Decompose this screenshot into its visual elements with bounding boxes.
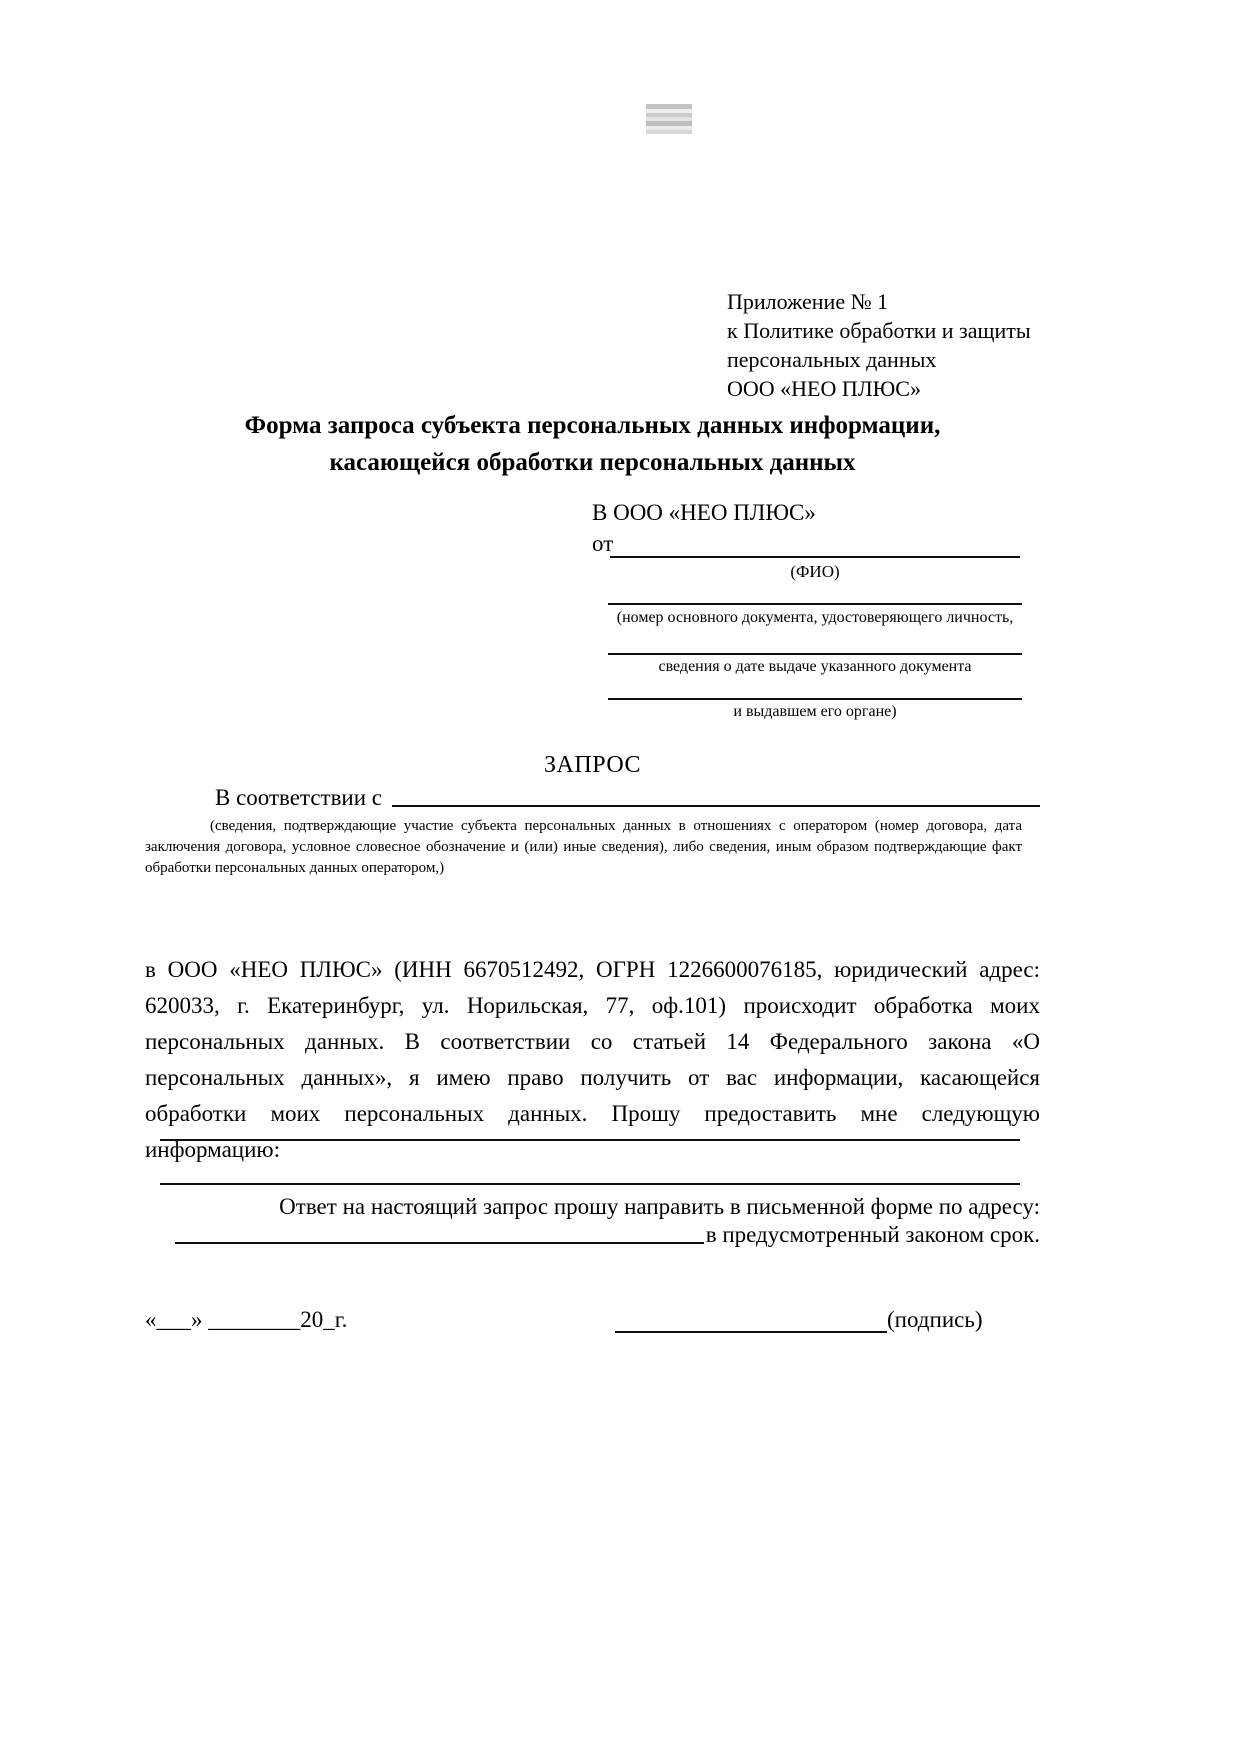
- appendix-block: [727, 287, 1057, 403]
- issuing-authority-caption: и выдавшем его органе): [733, 703, 897, 720]
- signature-block: [615, 1307, 982, 1333]
- fine-print-note: (сведения, подтверждающие участие субъекта персональных данных в отношениях с оператором (номер договора, дата заключения договора, условное словесное обозначение и (или) иные сведения), либо сведения, иным образом подтверждающие факт обработки персональных данных оператором,): [145, 818, 1022, 876]
- fio-blank-line: [610, 556, 1020, 558]
- address-blank-line: [175, 1242, 704, 1244]
- addressee-to: В ООО «НЕО ПЛЮС»: [592, 500, 816, 525]
- addressee-from-label: от: [592, 531, 614, 556]
- signature-caption: (подпись): [887, 1307, 983, 1332]
- document-number-caption: (номер основного документа, удостоверяющего личность,: [616, 609, 1014, 626]
- document-number-blank-line: [608, 603, 1022, 605]
- appendix-line: персональных данных: [727, 347, 937, 372]
- intro-line: [145, 785, 1040, 811]
- fio-caption: (ФИО): [790, 562, 840, 581]
- answer-blank-line-2: [160, 1183, 1020, 1185]
- page-title: [145, 407, 1040, 481]
- answer-blank-line-1: [160, 1139, 1020, 1141]
- issue-date-blank-line: [608, 653, 1022, 655]
- appendix-line: Приложение № 1: [727, 289, 889, 314]
- appendix-line: к Политике обработки и защиты: [727, 318, 1031, 343]
- intro-blank-line: [392, 805, 1040, 807]
- reply-address-line: [145, 1222, 1040, 1248]
- issue-date-caption: сведения о дате выдаче указанного документа: [658, 658, 972, 675]
- page-title-line1: Форма запроса субъекта персональных данных информации,: [244, 412, 941, 439]
- issuing-authority-blank-line: [608, 698, 1022, 700]
- reply-suffix-text: в предусмотренный законом срок.: [705, 1222, 1040, 1247]
- date-blank: «___» ________20_г.: [145, 1307, 348, 1332]
- request-heading: ЗАПРОС: [544, 752, 641, 778]
- intro-prefix: В соответствии с: [215, 785, 383, 810]
- signature-blank-line: [615, 1307, 887, 1333]
- request-body-paragraph: в ООО «НЕО ПЛЮС» (ИНН 6670512492, ОГРН 1226600076185, юридический адрес: 620033, г. Екатеринбург, ул. Норильская, 77, оф.101) происходит обработка моих персональных данных. В соответствии со статьей 14 Федерального закона «О персональных данных», я имею право получить от вас информации, касающейся обработки моих персональных данных. Прошу предоставить мне следующую информацию:: [145, 957, 1040, 1162]
- page-title-line2: касающейся обработки персональных данных: [329, 449, 856, 476]
- reply-request-text: Ответ на настоящий запрос прошу направить в письменной форме по адресу:: [279, 1194, 1040, 1219]
- logo-image: [646, 104, 692, 134]
- appendix-line: ООО «НЕО ПЛЮС»: [727, 376, 921, 401]
